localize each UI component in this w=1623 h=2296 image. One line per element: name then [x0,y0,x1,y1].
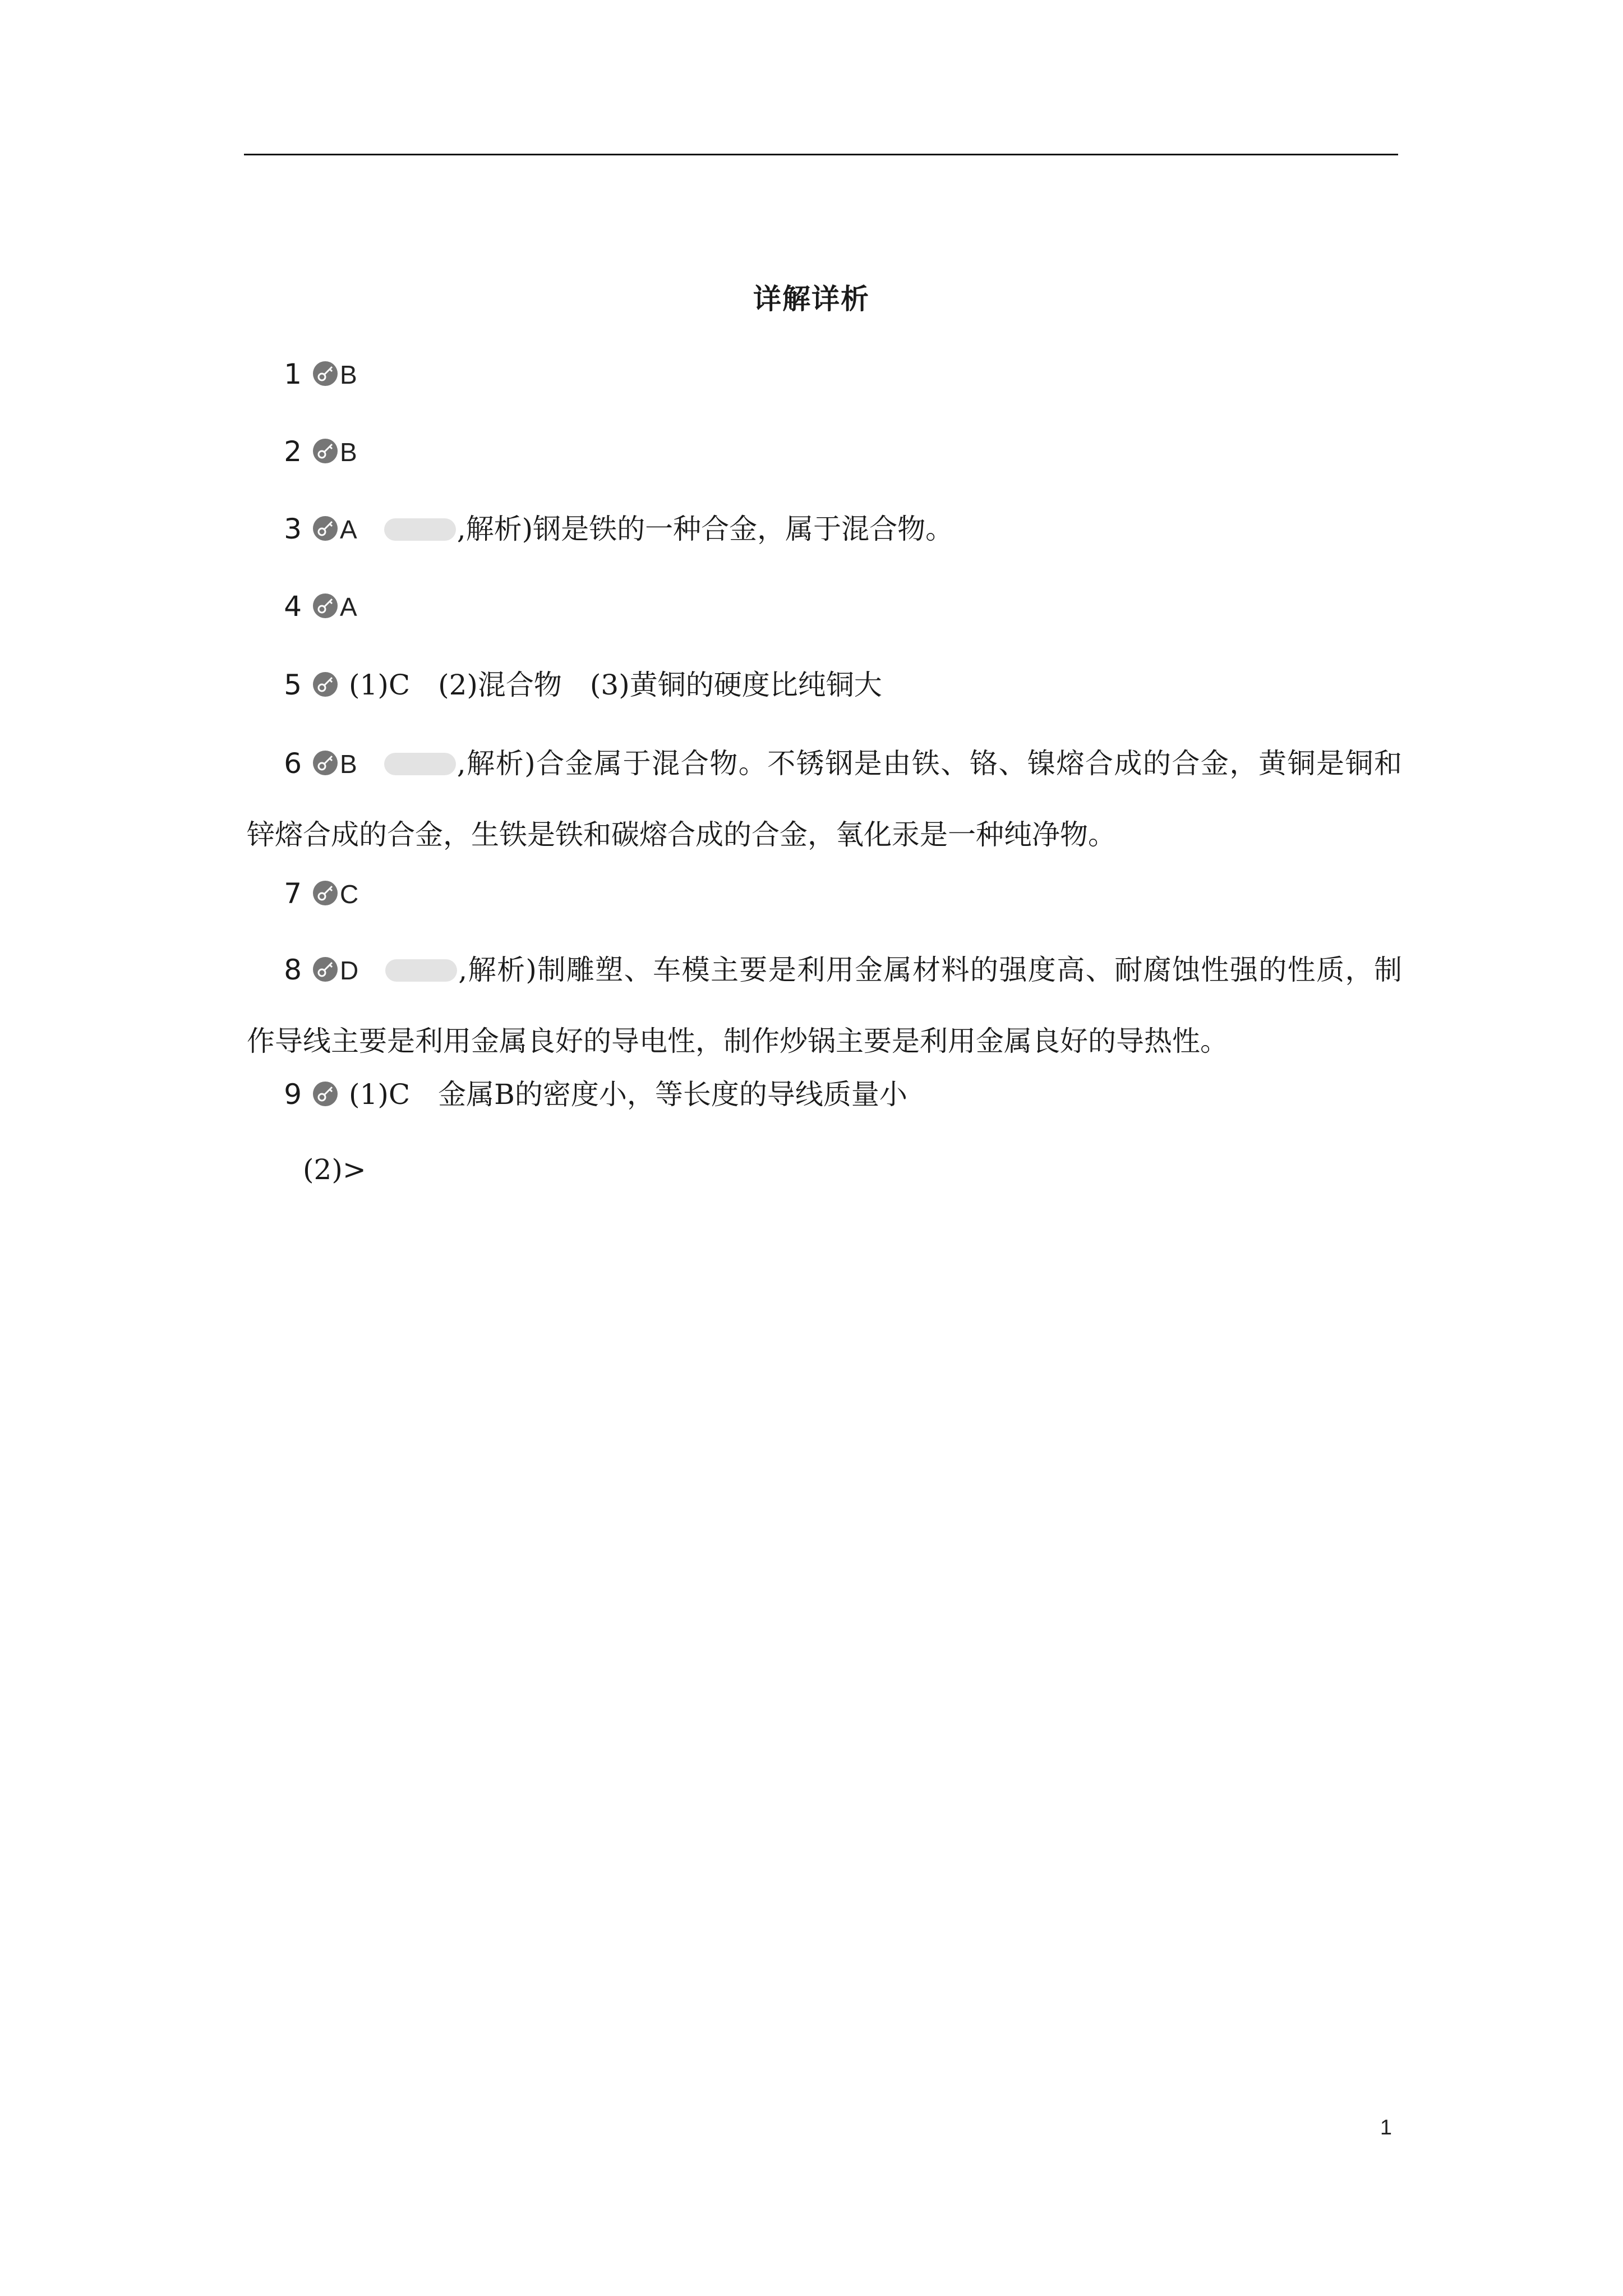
answer-item [247,355,1402,394]
key-icon [313,439,338,463]
answer-number: 8 [284,954,302,986]
redaction-mark [384,753,456,775]
page-number: 1 [1380,2116,1392,2139]
answer-number: 2 [284,435,302,468]
answer-number: 5 [284,669,302,701]
answer-item [247,728,1402,870]
key-icon [313,361,338,386]
answer-item [247,665,1402,705]
analysis-text: ,解析)合金属于混合物。不锈钢是由铁、铬、镍熔合成的合金，黄铜是铜和锌熔合成的合金，生铁是铁和碳熔合成的合金，氧化汞是一种纯净物。 [247,747,1402,851]
header-rule [244,154,1398,155]
answer-item [247,874,1402,914]
answer-key: A [340,515,357,544]
answer-number: 9 [284,1078,302,1111]
answer-key: D [340,956,359,985]
answer-number: 1 [284,358,302,390]
answer-key: C [340,880,359,909]
answer-item [247,587,1402,627]
answer-key: A [340,592,357,622]
key-icon [313,593,338,618]
analysis-text: ,解析)钢是铁的一种合金，属于混合物。 [457,513,954,545]
answer-number: 4 [284,590,302,623]
answer-item [247,509,1402,549]
answer-item [247,935,1402,1076]
key-icon [313,881,338,905]
answer-key: B [340,749,357,779]
page-title: 详解详析 [753,282,870,315]
answer-key: B [340,438,357,467]
answer-number: 6 [284,747,302,780]
analysis-text: ,解析)制雕塑、车模主要是利用金属材料的强度高、耐腐蚀性强的性质，制作导线主要是利用金属良好的导电性，制作炒锅主要是利用金属良好的导热性。 [247,954,1402,1057]
key-icon [313,516,338,541]
key-icon [313,1082,338,1106]
redaction-mark [385,959,457,982]
answer-key: (1)C 金属B的密度小，等长度的导线质量小 [349,1078,907,1111]
continuation-line: (2)> [303,1153,366,1186]
key-icon [313,751,338,775]
answer-number: 3 [284,513,302,545]
answer-item [247,1075,1402,1114]
answer-item [247,432,1402,472]
redaction-mark [384,518,456,541]
key-icon [313,672,338,697]
answer-key: (1)C (2)混合物 (3)黄铜的硬度比纯铜大 [349,669,882,701]
answer-number: 7 [284,877,302,910]
key-icon [313,957,338,982]
answer-key: B [340,360,357,389]
